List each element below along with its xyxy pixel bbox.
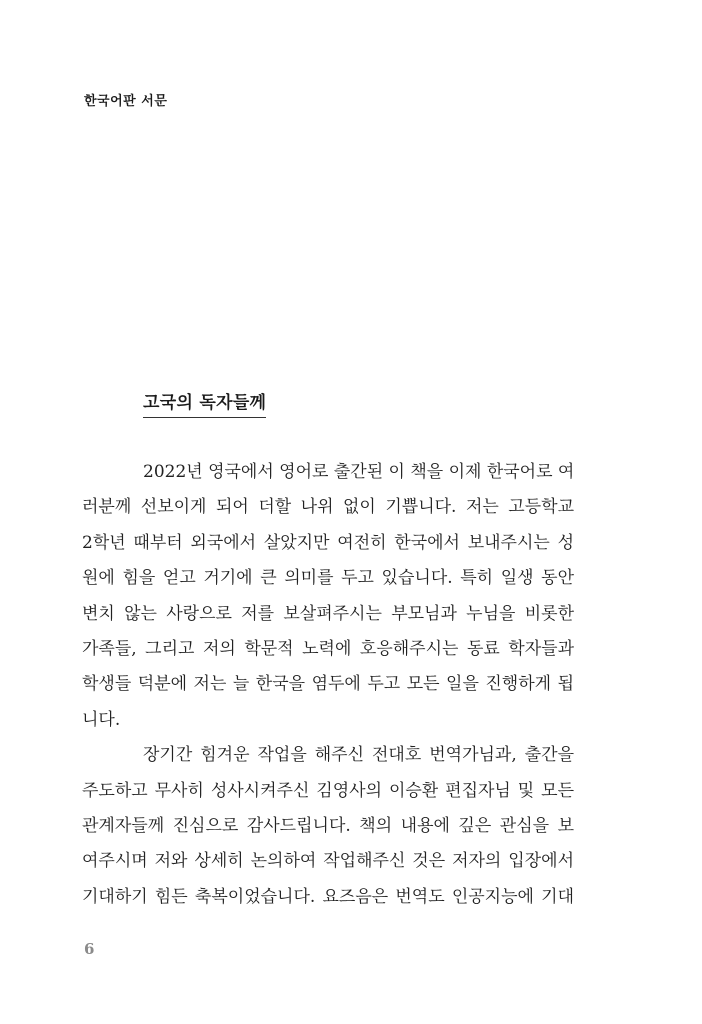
body-line: 여주시며 저와 상세히 논의하여 작업해주신 것은 저자의 입장에서 [82, 851, 574, 872]
body-line: 러분께 선보이게 되어 더할 나위 없이 기쁩니다. 저는 고등학교 [82, 497, 574, 518]
body-line: 가족들, 그리고 저의 학문적 노력에 호응해주시는 동료 학자들과 [82, 638, 574, 659]
running-head: 한국어판 서문 [84, 94, 168, 109]
body-text [82, 455, 574, 915]
body-line: 니다. [82, 709, 121, 730]
section-title: 고국의 독자들께 [143, 388, 266, 418]
body-line: 기대하기 힘든 축복이었습니다. 요즈음은 번역도 인공지능에 기대 [82, 886, 574, 907]
body-line: 2학년 때부터 외국에서 살았지만 여전히 한국에서 보내주시는 성 [82, 532, 574, 553]
body-line: 변치 않는 사랑으로 저를 보살펴주시는 부모님과 누님을 비롯한 [82, 603, 574, 624]
body-line: 학생들 덕분에 저는 늘 한국을 염두에 두고 모든 일을 진행하게 됩 [82, 674, 574, 695]
body-line: 관계자들께 진심으로 감사드립니다. 책의 내용에 깊은 관심을 보 [82, 815, 574, 836]
body-line: 주도하고 무사히 성사시켜주신 김영사의 이승환 편집자님 및 모든 [82, 780, 574, 801]
body-line: 2022년 영국에서 영어로 출간된 이 책을 이제 한국어로 여 [143, 462, 575, 482]
body-line: 원에 힘을 얻고 거기에 큰 의미를 두고 있습니다. 특히 일생 동안 [82, 568, 574, 589]
body-line: 장기간 힘겨운 작업을 해주신 전대호 번역가님과, 출간을 [143, 745, 574, 766]
page-number: 6 [84, 940, 95, 958]
